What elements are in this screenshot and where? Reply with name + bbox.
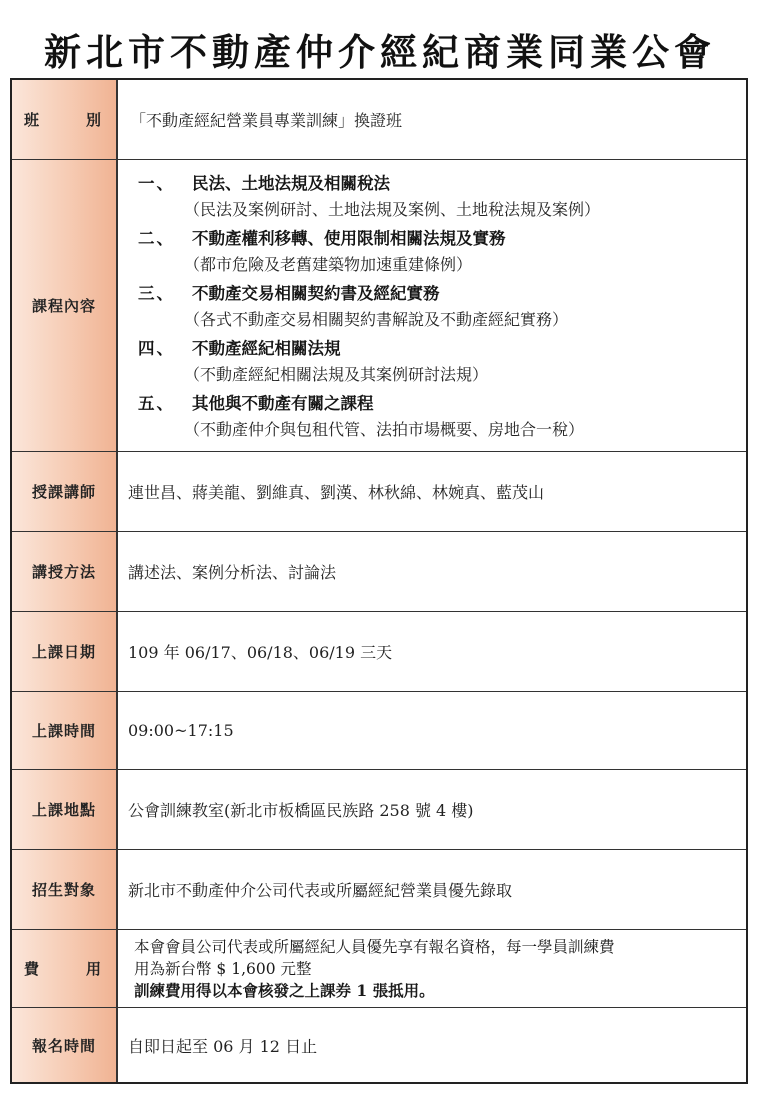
fee-line-3: 訓練費用得以本會核發之上課券 1 張抵用。 xyxy=(134,981,435,1000)
row-registration-label: 報名時間 xyxy=(12,1008,118,1082)
course-number: 二、 xyxy=(138,228,175,248)
row-class xyxy=(12,80,746,160)
course-detail: （民法及案例研討、土地法規及案例、土地稅法規及案例） xyxy=(184,199,601,219)
row-target-label: 招生對象 xyxy=(12,850,118,929)
row-location-value: 公會訓練教室(新北市板橋區民族路 258 號 4 樓) xyxy=(128,801,474,820)
course-number: 四、 xyxy=(138,338,175,358)
row-date-value: 109 年 06/17、06/18、06/19 三天 xyxy=(128,643,393,662)
course-list xyxy=(138,168,738,443)
row-method-value: 講述法、案例分析法、討論法 xyxy=(128,563,337,582)
course-number: 五、 xyxy=(138,393,175,413)
course-title: 不動產權利移轉、使用限制相關法規及實務 xyxy=(192,228,506,248)
course-detail: （都市危險及老舊建築物加速重建條例） xyxy=(184,254,473,274)
course-number: 一、 xyxy=(138,173,175,193)
row-method-label: 講授方法 xyxy=(12,532,118,611)
row-method xyxy=(12,532,746,612)
fee-line-1: 本會會員公司代表或所屬經紀人員優先享有報名資格，每一學員訓練費 xyxy=(134,938,615,956)
course-item-4 xyxy=(138,333,738,386)
row-courses xyxy=(12,160,746,452)
row-instructors-value: 連世昌、蔣美龍、劉維真、劉漢、林秋綿、林婉真、藍茂山 xyxy=(128,483,545,502)
fee-description xyxy=(134,936,738,1002)
document-title: 新北市不動產仲介經紀商業同業公會 xyxy=(44,31,716,74)
row-fee-label-a: 費 xyxy=(24,960,41,978)
course-title: 其他與不動產有關之課程 xyxy=(192,393,374,413)
row-date xyxy=(12,612,746,692)
row-courses-label: 課程內容 xyxy=(12,160,118,451)
row-date-label: 上課日期 xyxy=(12,612,118,691)
course-info-table xyxy=(10,78,748,1084)
course-title: 不動產交易相關契約書及經紀實務 xyxy=(192,283,440,303)
course-detail: （各式不動產交易相關契約書解說及不動產經紀實務） xyxy=(184,309,569,329)
row-time xyxy=(12,692,746,770)
row-target-value: 新北市不動產仲介公司代表或所屬經紀營業員優先錄取 xyxy=(128,881,513,900)
row-time-label: 上課時間 xyxy=(12,692,118,769)
row-instructors xyxy=(12,452,746,532)
course-item-2 xyxy=(138,223,738,276)
row-class-label xyxy=(12,80,118,159)
course-number: 三、 xyxy=(138,283,175,303)
fee-line-2: 用為新台幣 $ 1,600 元整 xyxy=(134,960,312,978)
row-location xyxy=(12,770,746,850)
row-fee-label xyxy=(12,930,118,1007)
row-time-value: 09:00~17:15 xyxy=(128,721,234,740)
row-fee xyxy=(12,930,746,1008)
course-item-3 xyxy=(138,278,738,331)
course-item-1 xyxy=(138,168,738,221)
course-title: 不動產經紀相關法規 xyxy=(192,338,341,358)
row-target xyxy=(12,850,746,930)
row-class-label-b: 別 xyxy=(85,111,102,129)
row-class-value: 「不動產經紀營業員專業訓練」換證班 xyxy=(130,111,403,130)
row-class-label-a: 班 xyxy=(24,111,41,129)
row-registration-value: 自即日起至 06 月 12 日止 xyxy=(128,1036,318,1056)
course-detail: （不動產仲介與包租代管、法拍市場概要、房地合一稅） xyxy=(184,419,585,439)
row-registration xyxy=(12,1008,746,1082)
row-location-label: 上課地點 xyxy=(12,770,118,849)
course-detail: （不動產經紀相關法規及其案例研討法規） xyxy=(184,364,489,384)
course-title: 民法、土地法規及相關稅法 xyxy=(192,173,390,193)
row-instructors-label: 授課講師 xyxy=(12,452,118,531)
course-item-5 xyxy=(138,388,738,441)
row-fee-label-b: 用 xyxy=(85,960,102,978)
